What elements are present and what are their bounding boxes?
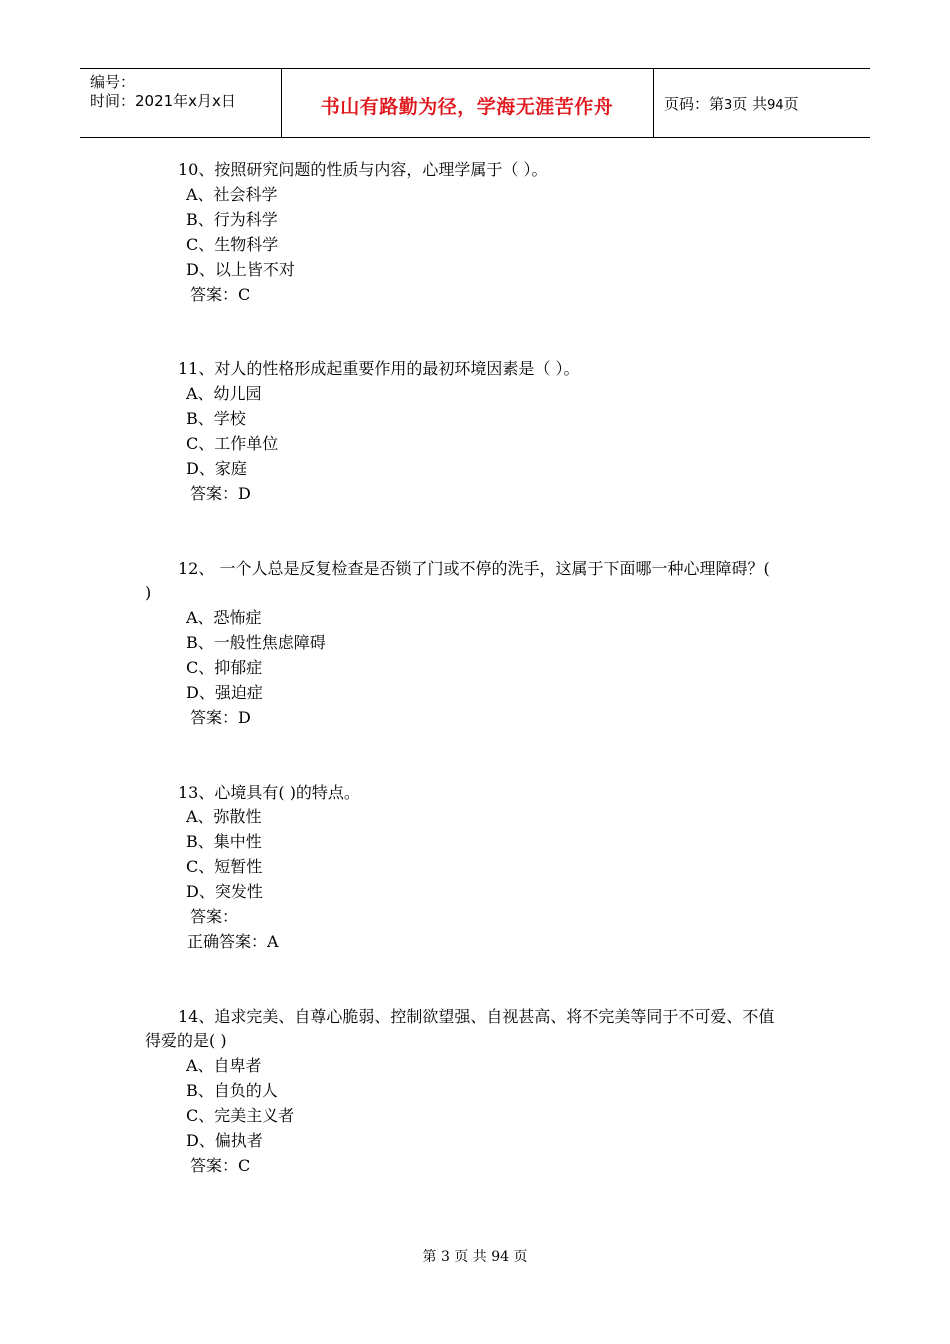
option-d: D、家庭 — [186, 459, 247, 478]
page-footer: 第 3 页 共 94 页 — [422, 1249, 528, 1265]
header-motto: 书山有路勤为径，学海无涯苦作舟 — [320, 96, 614, 118]
doc-id-label: 编号： — [90, 73, 136, 91]
option-d: D、突发性 — [186, 882, 263, 901]
option-a: A、恐怖症 — [186, 608, 262, 627]
question-stem-continued: ) — [145, 583, 152, 602]
option-b: B、自负的人 — [186, 1081, 278, 1100]
option-a: A、幼儿园 — [186, 384, 262, 403]
option-d: D、强迫症 — [186, 683, 263, 702]
option-c: C、抑郁症 — [186, 658, 263, 677]
doc-date-label: 时间：2021年x月x日 — [90, 92, 236, 110]
question-stem-continued: 得爱的是( ) — [145, 1031, 227, 1050]
page-label: 页码：第 — [664, 95, 725, 113]
page-number: 3 — [724, 98, 733, 113]
option-b: B、行为科学 — [186, 210, 278, 229]
option-c: C、生物科学 — [186, 235, 279, 254]
page-mid-label: 页 共 — [732, 95, 768, 113]
page-end-label: 页 — [783, 95, 799, 113]
question-stem: 14、追求完美、自尊心脆弱、控制欲望强、自视甚高、将不完美等同于不可爱、不值 — [178, 1007, 775, 1026]
question-stem: 11、对人的性格形成起重要作用的最初环境因素是（ ）。 — [178, 359, 580, 378]
header-info-cell — [80, 69, 282, 137]
option-a: A、自卑者 — [186, 1056, 262, 1075]
answer-text: 答案： — [190, 907, 239, 926]
option-d: D、以上皆不对 — [186, 260, 295, 279]
answer-text: 答案：C — [190, 1156, 251, 1175]
answer-text: 答案：D — [190, 708, 251, 727]
option-a: A、弥散性 — [186, 807, 262, 826]
question-stem: 10、按照研究问题的性质与内容，心理学属于（ ）。 — [178, 160, 548, 179]
option-c: C、工作单位 — [186, 434, 279, 453]
question-stem: 12、 一个人总是反复检查是否锁了门或不停的洗手，这属于下面哪一种心理障碍？( — [178, 559, 770, 578]
answer-text: 答案：C — [190, 285, 251, 304]
question-stem: 13、心境具有( )的特点。 — [178, 783, 360, 802]
header-motto-cell — [281, 69, 654, 137]
option-c: C、完美主义者 — [186, 1106, 295, 1125]
header-page-cell — [654, 69, 870, 137]
option-c: C、短暂性 — [186, 857, 263, 876]
option-b: B、一般性焦虑障碍 — [186, 633, 326, 652]
option-b: B、集中性 — [186, 832, 262, 851]
correct-answer-text: 正确答案：A — [187, 932, 279, 951]
page-total: 94 — [767, 98, 784, 113]
option-d: D、偏执者 — [186, 1131, 263, 1150]
answer-text: 答案：D — [190, 484, 251, 503]
option-a: A、社会科学 — [186, 185, 278, 204]
header-page-info — [664, 93, 799, 114]
page-header — [80, 68, 870, 138]
option-b: B、学校 — [186, 409, 246, 428]
